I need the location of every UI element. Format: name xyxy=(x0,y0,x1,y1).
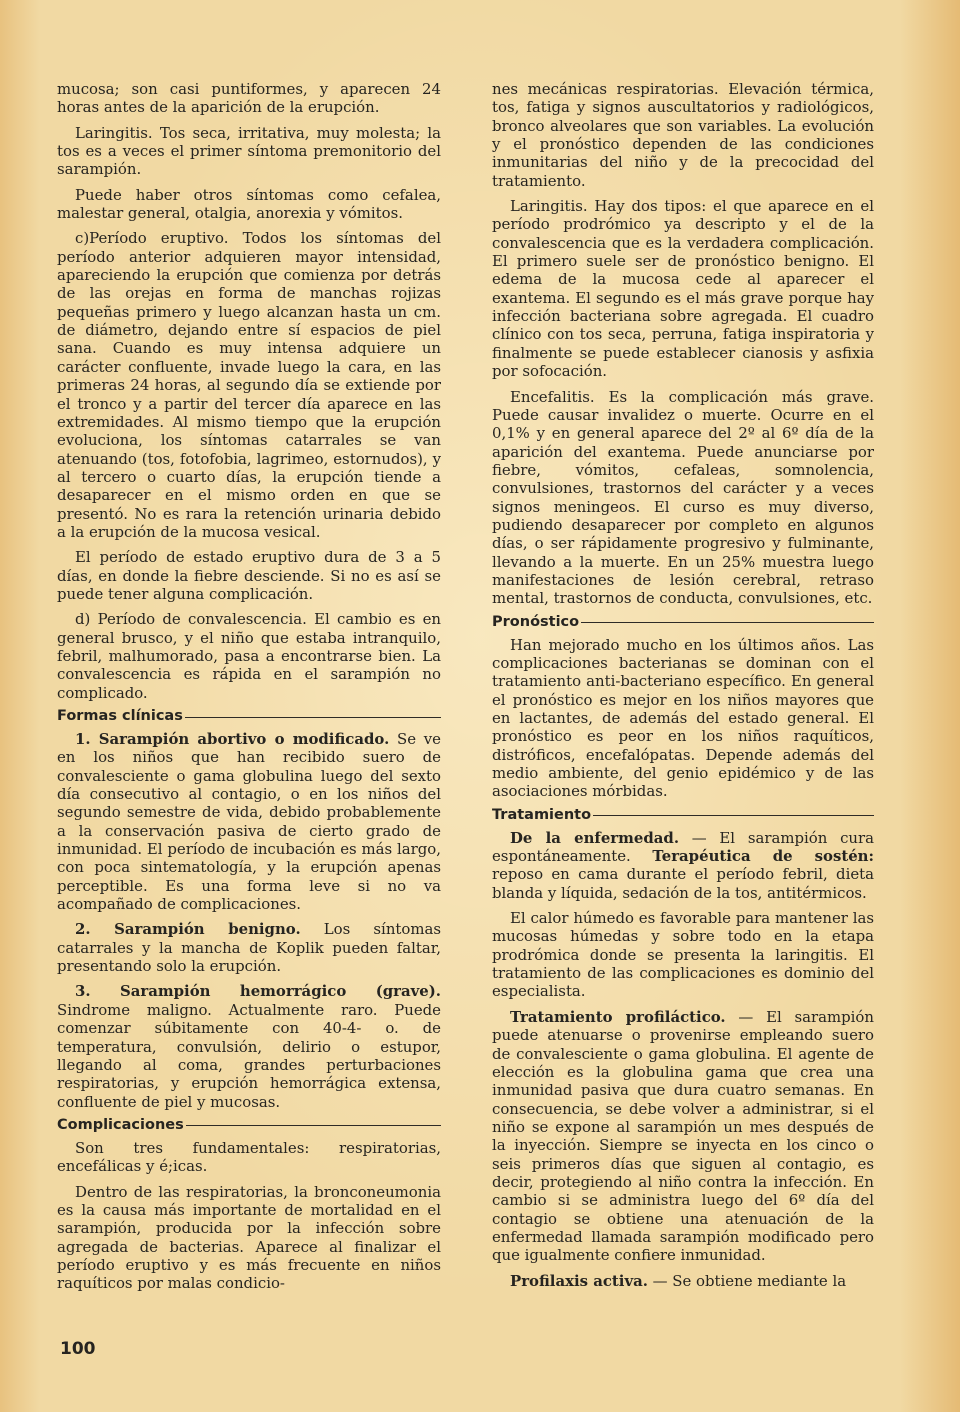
paragraph: Son tres fundamentales: respiratorias, encefálicas y é;icas. xyxy=(57,1138,441,1176)
paragraph-text: Sindrome maligno. Actualmente raro. Puede comenzar súbitamente con 40-4- o. de temperatura, convulsión, delirio o estupor, llegando al coma, grandes perturbaciones respiratorias, y erupción hemorrágica extensa, confluente de piel y mucosas. xyxy=(57,1000,441,1111)
section-heading-label: Pronóstico xyxy=(492,613,580,630)
paragraph-text: — El sarampión cura espontáneamente. xyxy=(492,828,874,866)
paragraph-text: — Se obtiene mediante la xyxy=(647,1271,847,1290)
paragraph: mucosa; son casi puntiformes, y aparecen 24 horas antes de la aparición de la erupción. xyxy=(57,80,441,117)
paragraph: El calor húmedo es favorable para mantener las mucosas húmedas y sobre todo en la etapa prodrómica donde se presenta la laringitis. El tratamiento de las complicaciones es dominio del especialista. xyxy=(492,909,874,1001)
subheading: 2. Sarampión benigno. xyxy=(75,920,301,939)
heading-rule xyxy=(185,717,441,718)
section-heading-label: Formas clínicas xyxy=(57,708,183,724)
subheading: 1. Sarampión abortivo o modificado. xyxy=(75,730,390,748)
paragraph xyxy=(57,982,441,1110)
subheading: Terapéutica de sostén: xyxy=(652,847,875,866)
right-column xyxy=(492,80,874,1297)
subheading: 3. Sarampión hemorrágico (grave). xyxy=(75,982,441,1001)
heading-rule xyxy=(593,815,874,816)
paragraph xyxy=(492,829,874,902)
left-column xyxy=(57,80,441,1300)
section-heading-label: Complicaciones xyxy=(57,1116,184,1133)
paragraph: Puede haber otros síntomas como cefalea, malestar general, otalgia, anorexia y vómitos. xyxy=(57,185,441,223)
paragraph: Encefalitis. Es la complicación más grave. Puede causar invalidez o muerte. Ocurre en el 0,1% y en general aparece del 2º al 6º día de la aparición del exantema. Puede anunciarse por fiebre, vómitos, cefaleas, somnolencia, convulsiones, trastornos del carácter y a veces signos meningeos. El curso es muy diverso, pudiendo desaparecer por completo en algunos días, o ser rápidamente progresivo y fulminante, llevando a la muerte. En un 25% muestra luego manifestaciones de lesión cerebral, retraso mental, trastornos de conducta, convulsiones, etc. xyxy=(492,387,874,608)
paragraph-text: — El sarampión puede atenuarse o provenirse empleando suero de convalesciente o gama globulina. El agente de elección es la globulina gama que crea una inmunidad pasiva que dura cuatro semanas. En consecuencia, se debe volver a administrar, si el niño se expone al sarampión un mes después de la inyección. Siempre se inyecta en los cinco o seis primeros días que siguen al contagio, es decir, protegiendo al niño contra la infección. En cambio si se administra luego del 6º día del contagio se obtiene una atenuación de la enfermedad llamada sarampión modificado pero que igualmente confiere inmunidad. xyxy=(492,1007,874,1265)
paragraph-text: Se ve en los niños que han recibido suero de convalesciente o gama globulina luego del sexto día consecutivo al contagio, o en los niños del segundo semestre de vida, debido probablemente a la conservación pasiva de cierto grado de inmunidad. El período de incubación es más largo, con poca sintematología, y la erupción apenas perceptible. Es una forma leve si no va acompañado de complicaciones. xyxy=(57,730,441,914)
paragraph xyxy=(57,730,441,913)
paragraph: Laringitis. Tos seca, irritativa, muy molesta; la tos es a veces el primer síntoma premonitorio del sarampión. xyxy=(57,123,441,179)
paragraph xyxy=(492,1008,874,1265)
heading-rule xyxy=(186,1125,441,1126)
paragraph xyxy=(57,920,441,975)
paragraph: El período de estado eruptivo dura de 3 a 5 días, en donde la fiebre desciende. Si no es así se puede tener alguna complicación. xyxy=(57,548,441,603)
section-heading-label: Tratamiento xyxy=(492,806,592,823)
section-heading-tratamiento xyxy=(492,806,874,824)
section-heading-complicaciones xyxy=(57,1116,441,1134)
paragraph: c)Período eruptivo. Todos los síntomas del período anterior adquieren mayor intensidad, apareciendo la erupción que comienza por detrás de las orejas en forma de manchas rojizas pequeñas primero y luego alcanzan hasta un cm. de diámetro, dejando entre sí espacios de piel sana. Cuando es muy intensa adquiere un carácter confluente, invade luego la cara, en las primeras 24 horas, al segundo día se extiende por el tronco y a partir del tercer día aparece en las extremidades. Al mismo tiempo que la erupción evoluciona, los síntomas catarrales se van atenuando (tos, fotofobia, lagrimeo, estornudos), y al tercero o cuarto días, la erupción tiende a desaparecer en el mismo orden en que se presentó. No es rara la retención urinaria debido a la erupción de la mucosa vesical. xyxy=(57,229,441,541)
paragraph: Laringitis. Hay dos tipos: el que aparece en el período prodrómico ya descripto y el de la convalescencia que es la verdadera complicación. El primero suele ser de pronóstico benigno. El edema de la mucosa cede al aparecer el exantema. El segundo es el más grave porque hay infección bacteriana sobre agregada. El cuadro clínico con tos seca, perruna, fatiga inspiratoria y finalmente se puede establecer cianosis y asfixia por sofocación. xyxy=(492,197,874,381)
paragraph: Dentro de las respiratorias, la bronconeumonia es la causa más importante de mortalidad en el sarampión, producida por la infección sobre agregada de bacterias. Aparece al finalizar el período eruptivo y es más frecuente en niños raquíticos por malas condicio- xyxy=(57,1182,441,1293)
paragraph: nes mecánicas respiratorias. Elevación térmica, tos, fatiga y signos auscultatorios y radiológicos, bronco alveolares que son variables. La evolución y el pronóstico dependen de las condiciones inmunitarias del niño y de la precocidad del tratamiento. xyxy=(492,80,874,190)
page-number: 100 xyxy=(60,1339,96,1359)
paragraph: d) Período de convalescencia. El cambio es en general brusco, y el niño que estaba intranquilo, febril, malhumorado, pasa a encontrarse bien. La convalescencia es rápida en el sarampión no complicado. xyxy=(57,610,441,702)
paragraph-text: Los síntomas catarrales y la mancha de Koplik pueden faltar, presentando solo la erupción. xyxy=(57,920,441,976)
paragraph: Han mejorado mucho en los últimos años. Las complicaciones bacterianas se dominan con el tratamiento anti-bacteriano específico. En general el pronóstico es mejor en los niños mayores que en lactantes, de además del estado general. El pronóstico es peor en los niños raquíticos, distróficos, encefalópatas. Depende además del medio ambiente, del genio epidémico y de las asociaciones mórbidas. xyxy=(492,635,874,801)
subheading: De la enfermedad. xyxy=(510,828,680,847)
section-heading-pronostico xyxy=(492,613,874,631)
paragraph-text: reposo en cama durante el período febril, dieta blanda y líquida, sedación de la tos, antitérmicos. xyxy=(492,865,874,902)
subheading: Profilaxis activa. xyxy=(510,1271,648,1290)
paragraph xyxy=(492,1272,874,1290)
heading-rule xyxy=(581,622,874,623)
section-heading-formas xyxy=(57,707,441,725)
subheading: Tratamiento profiláctico. xyxy=(510,1007,726,1026)
